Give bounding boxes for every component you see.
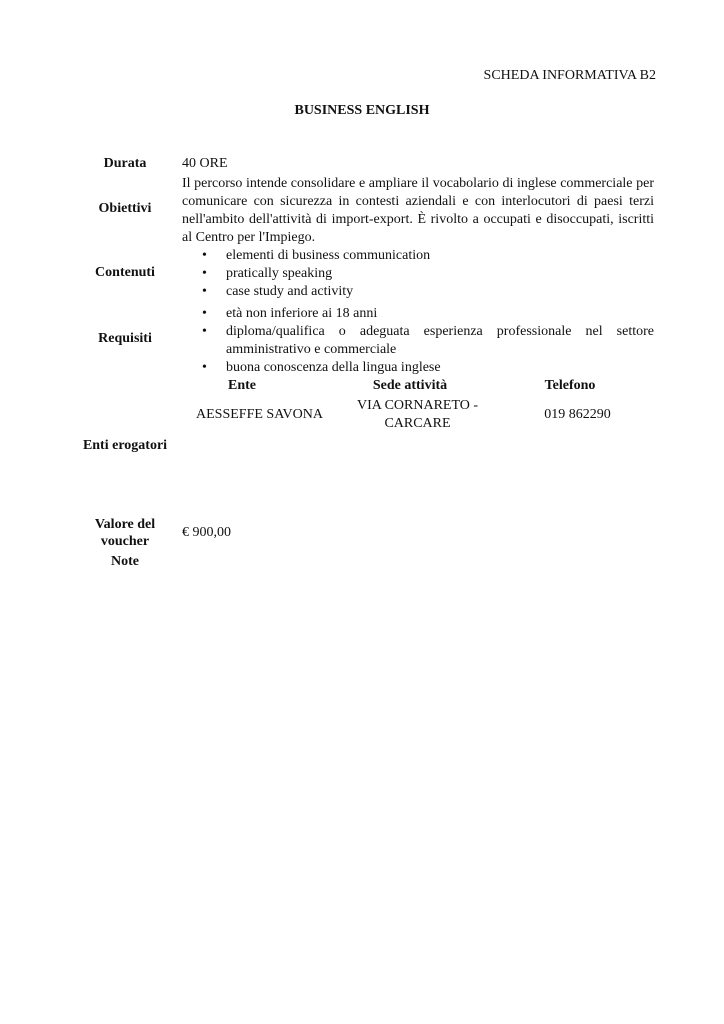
durata-value: 40 ORE <box>182 156 228 171</box>
column-header-ente: Ente <box>228 378 256 393</box>
contenuti-label: Contenuti <box>95 265 155 280</box>
contenuti-list <box>182 247 654 301</box>
list-item: • diploma/qualifica o adeguata esperienza professionale nel settore amministrativo e commerciale <box>182 323 654 359</box>
obiettivi-value: Il percorso intende consolidare e ampliare il vocabolario di inglese commerciale per comunicare con sicurezza in contesti aziendali e con interlocutori di paesi terzi nell'ambito dell'attività di import-export. È rivolto a occupati e disoccupati, iscritti al Centro per l'Impiego. <box>182 176 654 245</box>
voucher-label: Valore del voucher <box>94 517 156 549</box>
list-item: • buona conoscenza della lingua inglese <box>182 359 654 377</box>
list-item: • case study and activity <box>182 283 654 301</box>
durata-label: Durata <box>103 156 147 171</box>
sede-address: VIA CORNARETO - CARCARE <box>356 398 479 431</box>
list-item: • pratically speaking <box>182 265 654 283</box>
enti-erogatori-label: Enti erogatori <box>82 438 168 453</box>
telefono-number: 019 862290 <box>544 407 611 422</box>
course-title: BUSINESS ENGLISH <box>294 103 430 118</box>
note-label: Note <box>111 554 139 569</box>
requisiti-label: Requisiti <box>98 331 152 346</box>
list-item: • età non inferiore ai 18 anni <box>182 305 654 323</box>
obiettivi-label: Obiettivi <box>98 201 152 216</box>
list-item: • elementi di business communication <box>182 247 654 265</box>
voucher-value: € 900,00 <box>182 525 231 540</box>
column-header-telefono: Telefono <box>544 378 596 393</box>
document-reference: SCHEDA INFORMATIVA B2 <box>483 68 656 83</box>
requisiti-list <box>182 305 654 377</box>
ente-name: AESSEFFE SAVONA <box>196 407 323 422</box>
column-header-sede: Sede attività <box>372 378 448 393</box>
